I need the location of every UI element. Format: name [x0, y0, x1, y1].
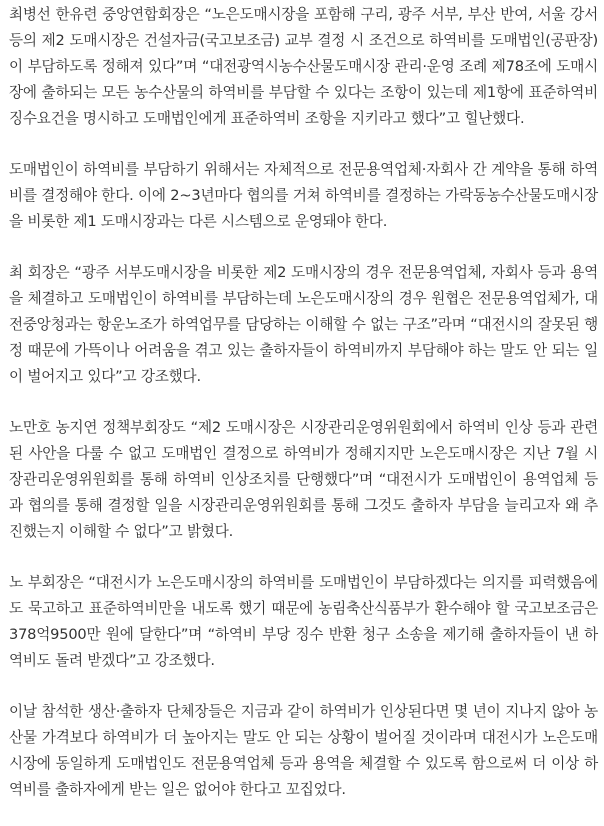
article-paragraph-6: 이날 참석한 생산·출하자 단체장들은 지금과 같이 하역비가 인상된다면 몇 년이 지나지 않아 농산물 가격보다 하역비가 더 높아지는 말도 안 되는 상황이 벌어질 것이라며 대전시가 노은도매시장에 동일하게 도매법인도 전문용역업체 등과 용역을 체결할 수 있도록 함으로써 더 이상 하역비를 출하자에게 받는 일은 없어야 한다고 꼬집었다. [9, 703, 598, 798]
article-paragraph-4: 노만호 농지연 정책부회장도 “제2 도매시장은 시장관리운영위원회에서 하역비 인상 등과 관련된 사안을 다룰 수 없고 도매법인 결정으로 하역비가 정해지지만 노은도매시장은 지난 7월 시장관리운영위원회를 통해 하역비 인상조치를 단행했다”며 “대전시가 도매법인이 용역업체 등과 협의를 통해 결정할 일을 시장관리운영위원회를 통해 그것도 출하자 부담을 늘리고자 왜 추진했는지 이해할 수 없다”고 밝혔다. [9, 419, 598, 540]
article-paragraph-2: 도매법인이 하역비를 부담하기 위해서는 자체적으로 전문용역업체·자회사 간 계약을 통해 하역비를 결정해야 한다. 이에 2~3년마다 협의를 거쳐 하역비를 결정하는 가락동농수산물도매시장을 비롯한 제1 도매시장과는 다른 시스템으로 운영돼야 한다. [9, 161, 598, 230]
article-paragraph-3: 최 회장은 “광주 서부도매시장을 비롯한 제2 도매시장의 경우 전문용역업체, 자회사 등과 용역을 체결하고 도매법인이 하역비를 부담하는데 노은도매시장의 경우 원협은 전문용역업체가, 대전중앙청과는 항운노조가 하역업무를 담당하는 이해할 수 없는 구조”라며 “대전시의 잘못된 행정 때문에 가뜩이나 어려움을 겪고 있는 출하자들이 하역비까지 부담해야 하는 말도 안 되는 일이 벌어지고 있다”고 강조했다. [9, 264, 598, 385]
article-paragraph-5: 노 부회장은 “대전시가 노은도매시장의 하역비를 도매법인이 부담하겠다는 의지를 피력했음에도 묵고하고 표준하역비만을 내도록 했기 때문에 농림축산식품부가 환수해야 할 국고보조금은 378억9500만 원에 달한다”며 “하역비 부당 징수 반환 청구 소송을 제기해 출하자들이 낸 하역비도 돌려 받겠다”고 강조했다. [9, 574, 598, 669]
article-paragraph-1: 최병선 한유련 중앙연합회장은 “노은도매시장을 포함해 구리, 광주 서부, 부산 반여, 서울 강서 등의 제2 도매시장은 건설자금(국고보조금) 교부 결정 시 조건으로 하역비를 도매법인(공판장)이 부담하도록 정해져 있다”며 “대전광역시농수산물도매시장 관리·운영 조례 제78조에 도매시장에 출하되는 모든 농수산물의 하역비를 부담할 수 있다는 조항이 있는데 제1항에 표준하역비 징수요건을 명시하고 도매법인에게 표준하역비 조항을 지키라고 했다”고 힐난했다. [9, 6, 598, 127]
article-body [9, 0, 598, 803]
